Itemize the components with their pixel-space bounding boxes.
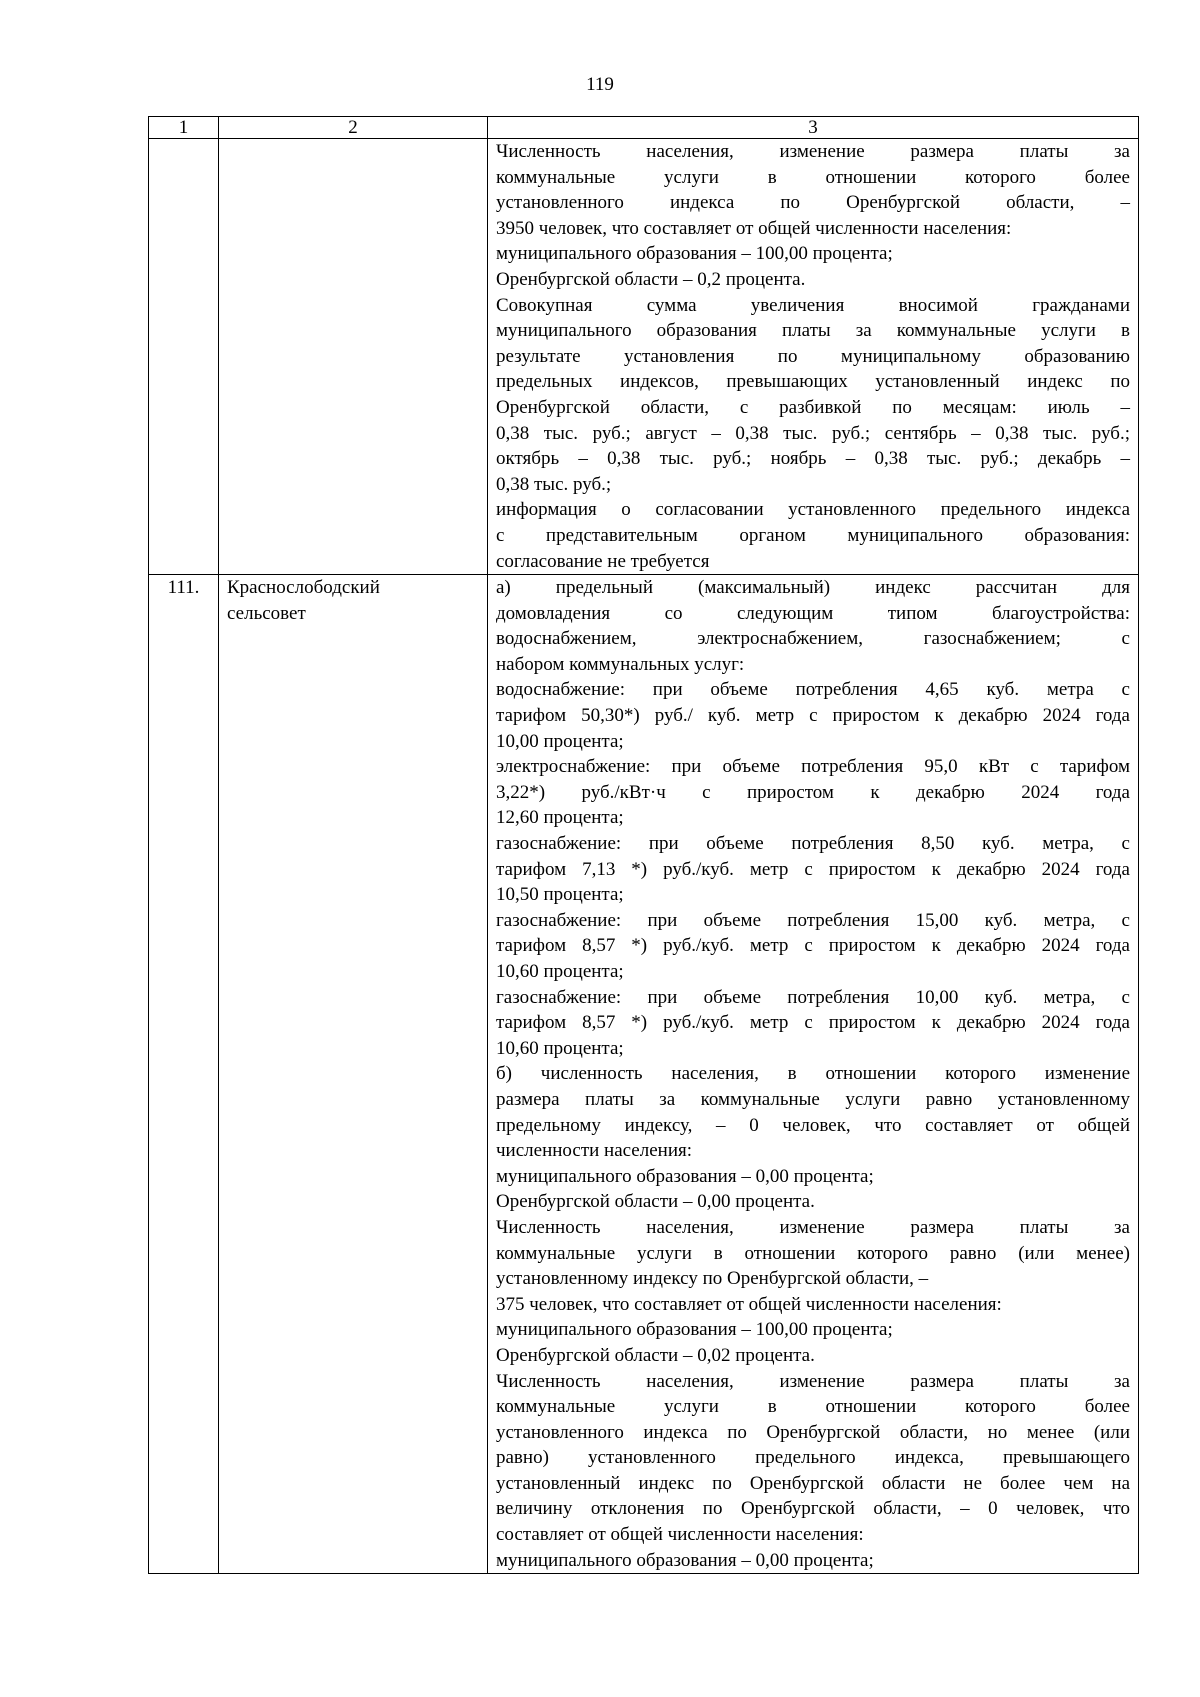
table-row-continued: [149, 139, 1139, 575]
row-number-cell: 111.: [149, 575, 219, 1574]
text-line: газоснабжение: при объеме потребления 15,00 куб. метра, с: [496, 909, 1130, 931]
text-line: коммунальные услуги в отношении которого более: [496, 1396, 1130, 1418]
text-line: установленный индекс по Оренбургской области не более чем на: [496, 1472, 1130, 1494]
text-line: тарифом 7,13 *) руб./куб. метр с приростом к декабрю 2024 года: [496, 858, 1130, 880]
text-line: газоснабжение: при объеме потребления 10,00 куб. метра, с: [496, 986, 1130, 1008]
content-lines: [496, 575, 1130, 1573]
header-col-1: 1: [149, 117, 219, 139]
text-line: октябрь – 0,38 тыс. руб.; ноябрь – 0,38 тыс. руб.; декабрь –: [496, 448, 1130, 470]
header-col-3: 3: [488, 117, 1139, 139]
text-line: результате установления по муниципальному образованию: [496, 345, 1130, 367]
text-line: водоснабжение: при объеме потребления 4,65 куб. метра с: [496, 679, 1130, 701]
text-line: информация о согласовании установленного предельного индекса: [496, 499, 1130, 521]
text-line: установленного индекса по Оренбургской области, но менее (или: [496, 1421, 1130, 1443]
text-line: 12,60 процента;: [496, 807, 624, 829]
text-line: 3,22*) руб./кВт·ч с приростом к декабрю 2024 года: [496, 781, 1130, 803]
text-line: Численность населения, изменение размера платы за: [496, 141, 1130, 162]
text-line: газоснабжение: при объеме потребления 8,50 куб. метра, с: [496, 833, 1130, 855]
text-line: муниципального образования – 100,00 процента;: [496, 1319, 893, 1341]
text-line: тарифом 8,57 *) руб./куб. метр с приростом к декабрю 2024 года: [496, 1012, 1130, 1034]
header-col-2: 2: [219, 117, 488, 139]
municipality-name-cell: [219, 139, 488, 575]
text-line: тарифом 50,30*) руб./ куб. метр с приростом к декабрю 2024 года: [496, 705, 1130, 727]
table-row-111: [149, 575, 1139, 1574]
text-line: величину отклонения по Оренбургской области, – 0 человек, что: [496, 1498, 1130, 1520]
text-line: муниципального образования – 0,00 процента;: [496, 1165, 874, 1187]
municipality-name-line: Краснослободский: [227, 577, 380, 599]
text-line: Оренбургской области – 0,2 процента.: [496, 268, 806, 290]
text-line: 0,38 тыс. руб.; август – 0,38 тыс. руб.; сентябрь – 0,38 тыс. руб.;: [496, 422, 1130, 444]
text-line: водоснабжением, электроснабжением, газоснабжением; с: [496, 628, 1130, 650]
text-line: муниципального образования платы за коммунальные услуги в: [496, 320, 1130, 342]
text-line: предельному индексу, – 0 человек, что составляет от общей: [496, 1114, 1130, 1136]
text-line: 10,00 процента;: [496, 730, 624, 752]
text-line: коммунальные услуги в отношении которого равно (или менее): [496, 1242, 1130, 1264]
text-line: домовладения со следующим типом благоустройства:: [496, 602, 1130, 624]
text-line: предельных индексов, превышающих установленный индекс по: [496, 371, 1130, 393]
text-line: б) численность населения, в отношении которого изменение: [496, 1063, 1130, 1085]
text-line: коммунальные услуги в отношении которого более: [496, 166, 1130, 188]
text-line: электроснабжение: при объеме потребления 95,0 кВт с тарифом: [496, 756, 1130, 778]
text-line: а) предельный (максимальный) индекс рассчитан для: [496, 577, 1130, 599]
row-content-cell: [488, 575, 1139, 1574]
page-number: 119: [586, 74, 614, 95]
text-line: 3950 человек, что составляет от общей численности населения:: [496, 217, 1012, 239]
text-line: Совокупная сумма увеличения вносимой гражданами: [496, 294, 1130, 316]
municipality-name-cell: [219, 575, 488, 1574]
text-line: согласование не требуется: [496, 550, 710, 572]
text-line: набором коммунальных услуг:: [496, 653, 745, 675]
text-line: установленного индекса по Оренбургской области, –: [496, 192, 1130, 214]
text-line: 0,38 тыс. руб.;: [496, 473, 612, 495]
table-header-row: [149, 117, 1139, 139]
text-line: 10,60 процента;: [496, 961, 624, 982]
text-line: Оренбургской области – 0,02 процента.: [496, 1344, 815, 1366]
text-line: Оренбургской области – 0,00 процента.: [496, 1191, 815, 1213]
text-line: численности населения:: [496, 1140, 693, 1162]
text-line: Численность населения, изменение размера платы за: [496, 1216, 1130, 1238]
text-line: равно) установленного предельного индекса, превышающего: [496, 1447, 1130, 1469]
text-line: составляет от общей численности населения:: [496, 1524, 864, 1546]
text-line: 10,50 процента;: [496, 884, 624, 906]
municipality-name-line: сельсовет: [227, 602, 306, 624]
text-line: размера платы за коммунальные услуги равно установленному: [496, 1088, 1130, 1110]
text-line: муниципального образования – 100,00 процента;: [496, 243, 893, 265]
text-line: Оренбургской области, с разбивкой по месяцам: июль –: [496, 396, 1130, 418]
row-number-cell: [149, 139, 219, 575]
text-line: 10,60 процента;: [496, 1037, 624, 1059]
text-line: 375 человек, что составляет от общей численности населения:: [496, 1293, 1002, 1315]
row-content-cell: [488, 139, 1139, 575]
data-table: [148, 116, 1139, 1574]
content-lines: [496, 139, 1130, 574]
text-line: тарифом 8,57 *) руб./куб. метр с приростом к декабрю 2024 года: [496, 935, 1130, 957]
text-line: муниципального образования – 0,00 процента;: [496, 1549, 874, 1571]
text-line: установленному индексу по Оренбургской области, –: [496, 1268, 929, 1290]
text-line: Численность населения, изменение размера платы за: [496, 1370, 1130, 1392]
text-line: с представительным органом муниципального образования:: [496, 524, 1130, 546]
